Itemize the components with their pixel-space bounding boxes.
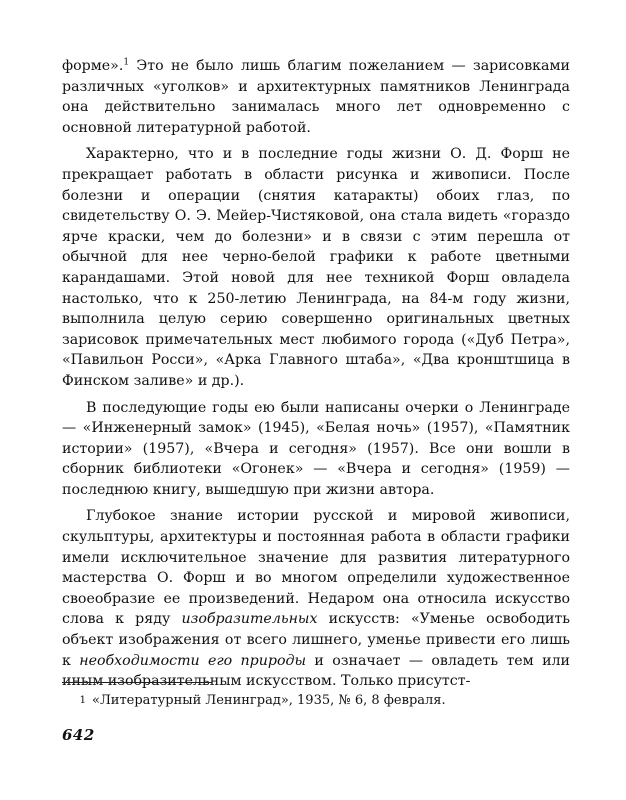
paragraph-1 (62, 56, 570, 138)
paragraph-4-text-a: Глубокое знание истории русской и мировой живописи, скульптуры, архитектуры и постоянная работа в области графики имели исключительное значение для развития литературного мастерства О. Форш и во многом определили художественное своеобразие ее произведений. Недаром она относила искусство слова к ряду (62, 508, 570, 628)
paragraph-1-rest: Это не было лишь благим пожеланием — зарисовками различных «уголков» и архитектурных памятников Ленинграда она действительно занималась много лет одновременно с основной литературной работой. (62, 58, 570, 136)
paragraph-4-text-c: и означает — овладеть тем или иным изобразительным искусством. Только присутст- (62, 652, 570, 690)
paragraph-4-italic-a: изобразительных (181, 611, 318, 628)
footnote-reference[interactable]: 1 (123, 57, 130, 68)
paragraph-3: В последующие годы ею были написаны очерки о Ленинграде — «Инженерный замок» (1945), «Белая ночь» (1957), «Памятник истории» (1957), «Вчера и сегодня» (1957). Все они вошли в сборник библиотеки «Огонек» — «Вчера и сегодня» (1959) — последнюю книгу, вышедшую при жизни автора. (62, 399, 570, 498)
footnote-divider (62, 682, 212, 683)
page-number: 642 (62, 726, 95, 744)
page-body (62, 56, 570, 692)
paragraph-4-text-b: искусств: «Уменье освободить объект изображения от всего лишнего, уменье привести его лишь к (62, 611, 570, 669)
paragraph-1-start: форме». (62, 58, 124, 74)
footnote (62, 692, 570, 710)
paragraph-2: Характерно, что и в последние годы жизни О. Д. Форш не прекращает работать в области рисунка и живописи. После болезни и операции (снятия катаракты) обоих глаз, по свидетельству О. Э. Мейер-Чистяковой, она стала видеть «гораздо ярче краски, чем до болезни» и в связи с этим перешла от обычной для нее черно-белой графики к работе цветными карандашами. Этой новой для нее техникой Форш овладела настолько, что к 250-летию Ленинграда, на 84-м году жизни, выполнила целую серию совершенно оригинальных цветных зарисовок примечательных мест любимого города («Дуб Петра», «Павильон Росси», «Арка Главного штаба», «Два кронштшица в Финском заливе» и др.). (62, 146, 570, 389)
paragraph-4 (62, 506, 570, 691)
footnote-mark: 1 (79, 695, 86, 706)
paragraph-4-italic-b: необходимости его природы (79, 652, 307, 669)
footnote-text: «Литературный Ленинград», 1935, № 6, 8 февраля. (92, 693, 446, 708)
